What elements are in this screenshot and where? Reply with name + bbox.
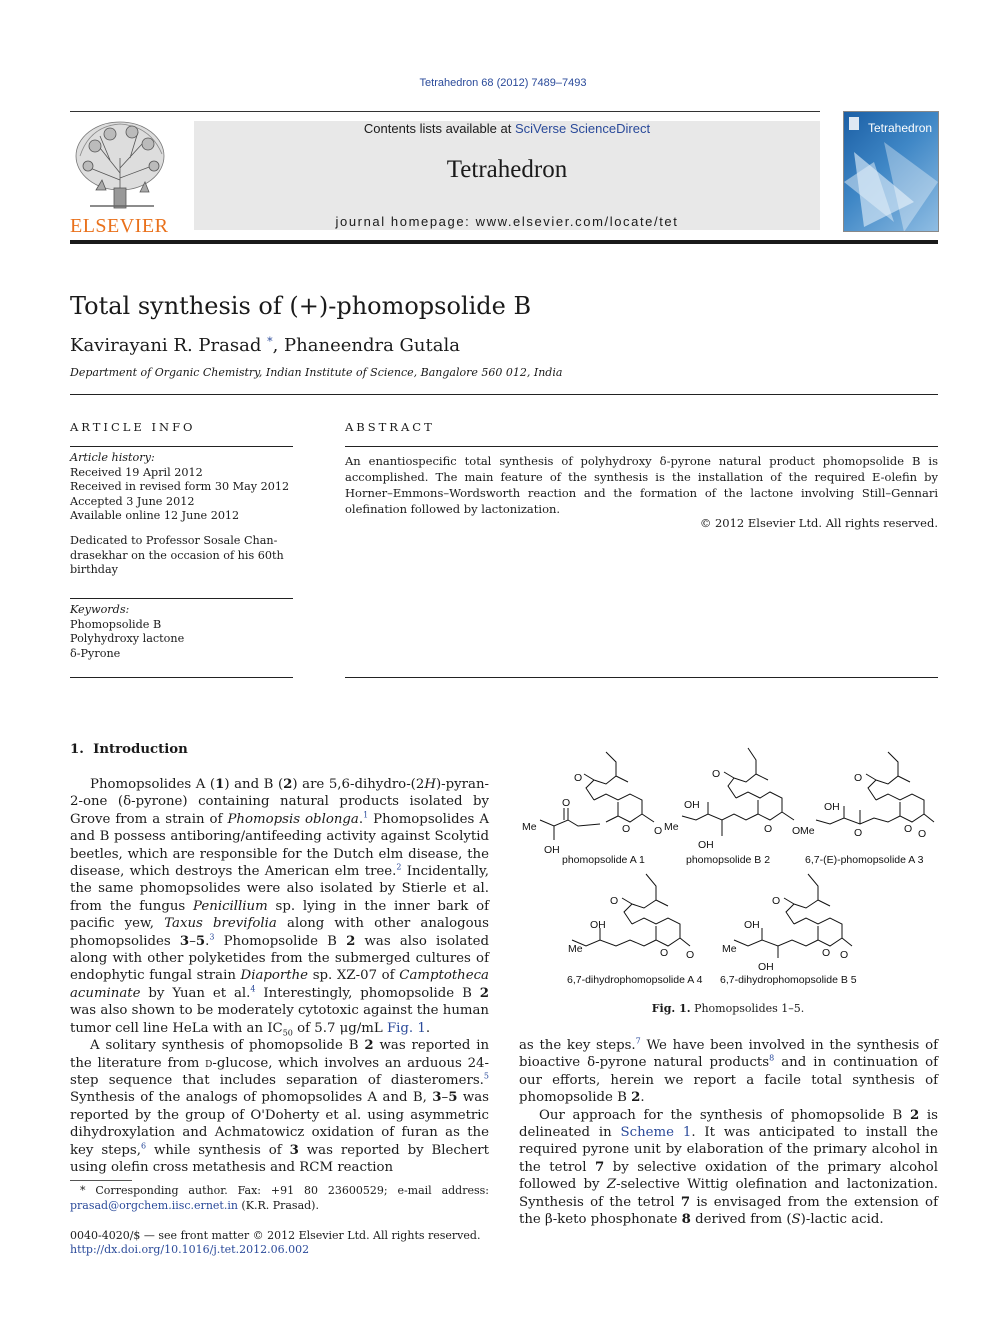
atom-label: Me — [522, 821, 537, 833]
atom-label: O — [840, 949, 849, 961]
atom-label: OH — [824, 801, 840, 813]
compound-label-3: 6,7-(E)-phomopsolide A 3 — [805, 854, 924, 866]
journal-cover[interactable] — [843, 111, 939, 232]
journal-citation[interactable]: Tetrahedron 68 (2012) 7489–7493 — [419, 77, 587, 89]
figure-caption-label: Fig. 1. — [651, 1002, 691, 1015]
atom-label: O — [654, 825, 663, 837]
structure-phomopsolide-b-2 — [682, 748, 794, 836]
figure-1-caption — [518, 1002, 938, 1017]
abstract-text: An enantiospecific total synthesis of polyhydroxy δ-pyrone natural product phomopsolide B is accomplished. The main feature of the synthesis is the installation of the required E-olefin by Horner–Emmons–Wordsworth reaction and the formation of the lactone involving Still–Gennari olefination followed by lactonization. — [345, 454, 938, 516]
atom-label: OH — [698, 839, 714, 851]
atom-label: O — [712, 768, 721, 780]
atom-label: OH — [744, 919, 760, 931]
corresponding-author-mark[interactable]: * — [267, 335, 273, 348]
dedication-line-3: birthday — [70, 563, 118, 576]
history-revised: Received in revised form 30 May 2012 — [70, 480, 290, 493]
structure-dihydrophomopsolide-a-4 — [572, 874, 690, 946]
abstract-copyright: © 2012 Elsevier Ltd. All rights reserved. — [699, 516, 938, 530]
keywords-block — [70, 603, 300, 661]
dedication — [70, 534, 300, 578]
history-received: Received 19 April 2012 — [70, 465, 203, 479]
footnote-text: Corresponding author. Fax: +91 80 23600529; e-mail address: — [95, 1184, 489, 1197]
atom-label: OH — [758, 961, 774, 973]
abstract-rule — [345, 446, 938, 447]
dedication-line-2: drasekhar on the occasion of his 60th — [70, 548, 284, 562]
contents-prefix: Contents lists available at — [363, 121, 515, 136]
author-separator: , — [272, 335, 285, 356]
affiliation: Department of Organic Chemistry, Indian Institute of Science, Bangalore 560 012, India — [70, 366, 563, 379]
history-online: Available online 12 June 2012 — [70, 509, 240, 522]
doi-link[interactable]: http://dx.doi.org/10.1016/j.tet.2012.06.002 — [70, 1243, 310, 1256]
compound-label-2: phomopsolide B 2 — [686, 854, 771, 866]
keyword-item: Phomopsolide B — [70, 617, 162, 631]
atom-label: O — [822, 947, 831, 959]
figure-caption-text: Phomopsolides 1–5. — [694, 1002, 805, 1015]
structure-phomopsolide-a-3 — [816, 752, 934, 824]
author-1: Kavirayani R. Prasad — [70, 335, 262, 356]
keywords-label: Keywords: — [70, 603, 130, 616]
cover-title: Tetrahedron — [868, 121, 933, 135]
atom-label: O — [660, 947, 669, 959]
atom-label: O — [918, 828, 927, 840]
header-bottom-rule — [70, 240, 938, 244]
atom-label: Me — [568, 943, 583, 955]
article-info-heading: ARTICLE INFO — [70, 420, 196, 434]
compound-label-4: 6,7-dihydrophomopsolide A 4 — [567, 974, 703, 986]
intro-heading: 1. Introduction — [70, 742, 188, 757]
author-line — [70, 335, 460, 356]
atom-label: O — [686, 949, 695, 961]
atom-label: O — [904, 823, 913, 835]
figure-atom-labels — [522, 768, 926, 973]
contents-line — [194, 121, 820, 136]
abstract-bottom-rule — [345, 677, 938, 678]
issn-line: 0040-4020/$ — see front matter © 2012 Elsevier Ltd. All rights reserved. — [70, 1229, 481, 1242]
keyword-item: δ-Pyrone — [70, 646, 121, 660]
sciencedirect-link[interactable]: SciVerse ScienceDirect — [514, 121, 651, 136]
intro-paragraph-2: A solitary synthesis of phomopsolide B 2 was reported in the literature from d-glucose, which involves an arduous 24-step sequence that includes separation of diasteromers.$^5$ Synthesis of the analogs of phomopsolides A and B, 3–5 was reported by the group of O'Doherty et al. using asymmetric dihydroxylation and Achmatowicz oxidation of furan as the key steps,$^6$ while synthesis of 3 was reported by Blechert using olefin cross metathesis and RCM reaction — [70, 1038, 490, 1175]
article-info-bottom-rule — [70, 677, 293, 678]
header-top-rule — [70, 111, 820, 112]
atom-label: OH — [590, 919, 606, 931]
elsevier-wordmark: ELSEVIER — [70, 215, 169, 237]
atom-label: Me — [722, 943, 737, 955]
elsevier-tree-icon — [70, 118, 172, 213]
dedication-line-1: Dedicated to Professor Sosale Chan- — [70, 534, 278, 547]
intro-left-column — [70, 776, 489, 1176]
history-label: Article history: — [70, 451, 155, 464]
structure-phomopsolide-a-1 — [540, 752, 654, 840]
journal-name[interactable]: Tetrahedron — [446, 156, 568, 183]
article-title: Total synthesis of (+)-phomopsolide B — [70, 292, 532, 320]
footnote-suffix: (K.R. Prasad). — [237, 1198, 319, 1212]
footnote-rule — [70, 1180, 132, 1181]
abstract-heading: ABSTRACT — [345, 420, 435, 434]
atom-label: O — [622, 823, 631, 835]
cover-graphic — [844, 142, 938, 232]
keyword-item: Polyhydroxy lactone — [70, 632, 185, 645]
journal-homepage[interactable]: journal homepage: www.elsevier.com/locate/tet — [335, 214, 679, 229]
atom-label: O — [574, 772, 583, 784]
atom-label: O — [792, 825, 801, 837]
atom-label: O — [764, 823, 773, 835]
structure-dihydrophomopsolide-b-5 — [734, 874, 852, 958]
author-email-link[interactable]: prasad@orgchem.iisc.ernet.in — [70, 1198, 238, 1212]
atom-label: OH — [544, 844, 560, 856]
compound-label-5: 6,7-dihydrophomopsolide B 5 — [720, 974, 857, 986]
atom-label: OH — [684, 799, 700, 811]
history-accepted: Accepted 3 June 2012 — [70, 494, 195, 508]
atom-label: O — [854, 827, 863, 839]
cover-badge-icon — [849, 117, 859, 130]
intro-paragraph-3: Our approach for the synthesis of phomopsolide B 2 is delineated in Scheme 1. It was anticipated to install the required pyrone unit by elaboration of the primary alcohol in the tetrol 7 by selective oxidation of the primary alcohol followed by Z-selective Wittig olefination and lactonization. Synthesis of the tetrol 7 is envisaged from the extension of the β-keto phosphonate 8 derived from (S)-lactic acid. — [519, 1107, 938, 1228]
elsevier-logo[interactable] — [70, 118, 172, 237]
keywords-top-rule — [70, 598, 293, 599]
title-bottom-rule — [70, 394, 938, 395]
article-history — [70, 451, 300, 524]
atom-label: O — [610, 895, 619, 907]
atom-label: O — [854, 772, 863, 784]
corresponding-footnote: * Corresponding author. Fax: +91 80 23600529; e-mail address: prasad@orgchem.iisc.ernet.in (K.R. Prasad). — [70, 1184, 489, 1212]
atom-label: Me — [664, 821, 679, 833]
atom-label: O — [772, 895, 781, 907]
figure-1-structures — [518, 744, 938, 994]
intro-right-column — [519, 1037, 938, 1228]
journal-banner — [194, 121, 820, 230]
author-2: Phaneendra Gutala — [284, 335, 460, 356]
intro-paragraph-1: Phomopsolides A (1) and B (2) are 5,6-dihydro-(2H)-pyran-2-one (δ-pyrone) containing natural products isolated by Grove from a strain of Phomopsis oblonga.$^1$ Phomopsolides A and B possess antiboring/antifeeding activity against Scolytid beetles, which are responsible for the Dutch elm disease, the disease, which destroys the American elm tree.$^2$ Incidentally, the same phomopsolides were also isolated by Stierle et al. from the fungus Penicillium sp. lying in the inner bark of pacific yew, Taxus brevifolia along with other analogous phomopsolides 3–5.$^3$ Phomopsolide B 2 was also isolated along with other polyketides from the submerged cultures of endophytic fungal strain Diaporthe sp. XZ-07 of Camptotheca acuminate by Yuan et al.$^4$ Interestingly, phomopsolide B 2 was also shown to be moderately cytotoxic against the human tumor cell line HeLa with an $IC_{50}$ of 5.7 μg/mL Fig. 1. — [70, 777, 490, 1038]
compound-label-1: phomopsolide A 1 — [562, 854, 645, 866]
article-info-rule — [70, 446, 293, 447]
atom-label: O — [562, 797, 571, 809]
atom-label: Me — [800, 825, 815, 837]
intro-paragraph-2-cont: as the key steps.$^7$ We have been involved in the synthesis of bioactive δ-pyrone natural products$^8$ and in continuation of our efforts, herein we report a facile total synthesis of phomopsolide B 2. — [519, 1036, 939, 1106]
